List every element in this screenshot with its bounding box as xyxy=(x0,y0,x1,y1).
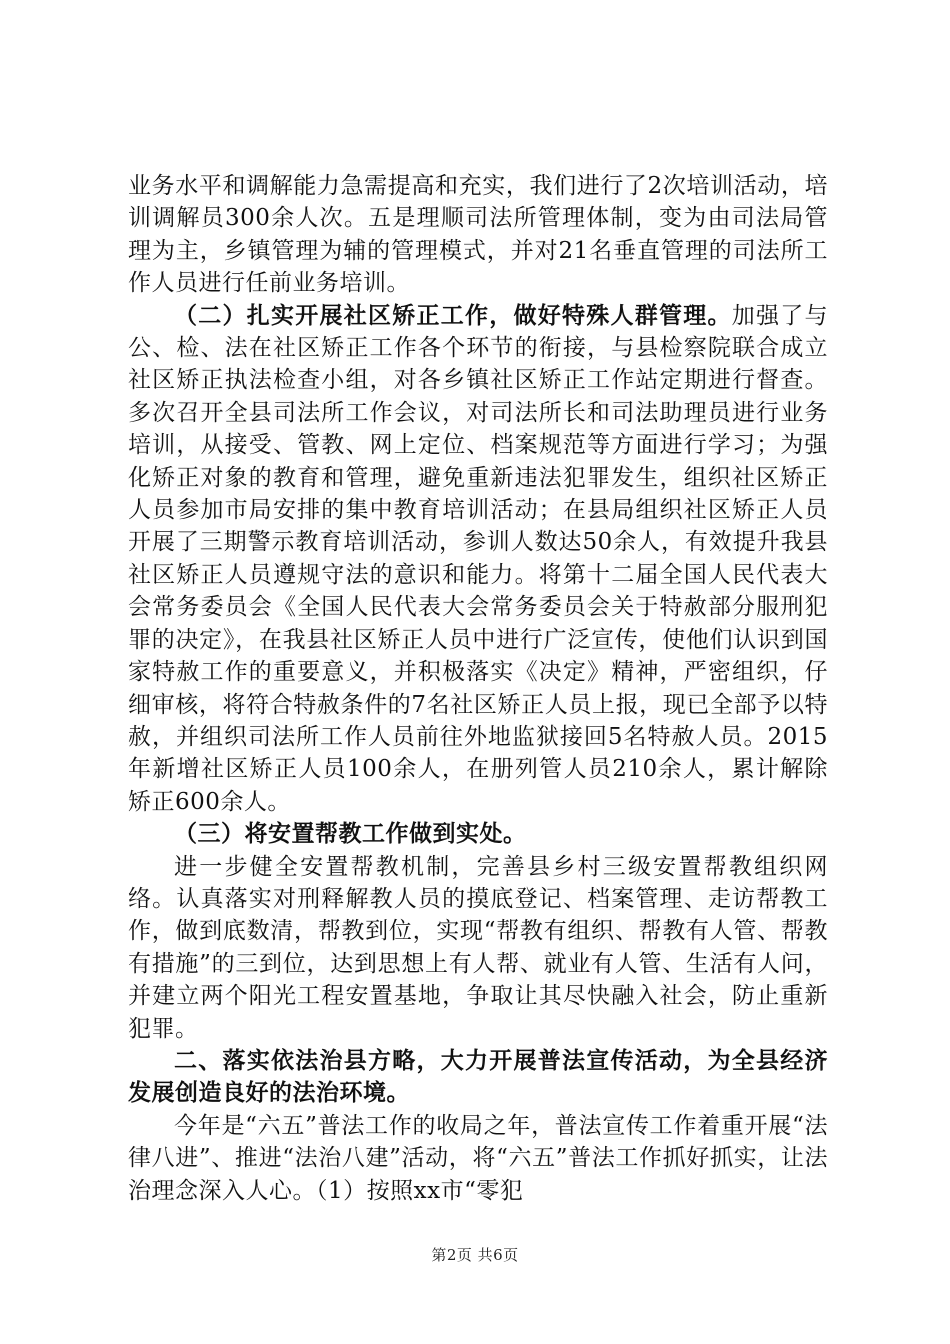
paragraph-community-correction xyxy=(128,300,828,819)
section-heading-community-correction: （二）扎实开展社区矫正工作，做好特殊人群管理。 xyxy=(174,301,732,329)
section-heading-legal-publicity xyxy=(128,1045,828,1110)
paragraph-resettlement xyxy=(128,851,828,1045)
section-heading-resettlement xyxy=(128,818,828,850)
paragraph-text: 今年是“六五”普法工作的收局之年，普法宣传工作着重开展“法律八进”、推进“法治八建”活动，将“六五”普法工作抓好抓实，让法治理念深入人心。（1）按照xx市“零犯 xyxy=(128,1112,828,1204)
document-body xyxy=(128,170,828,1207)
page-number-footer: 第2页 共6页 xyxy=(431,1246,519,1264)
paragraph-legal-publicity xyxy=(128,1110,828,1207)
paragraph-training-continued xyxy=(128,170,828,300)
paragraph-text: 加强了与公、检、法在社区矫正工作各个环节的衔接，与县检察院联合成立社区矫正执法检查小组，对各乡镇社区矫正工作站定期进行督查。多次召开全县司法所工作会议，对司法所长和司法助理员进行业务培训，从接受、管教、网上定位、档案规范等方面进行学习；为强化矫正对象的教育和管理，避免重新违法犯罪发生，组织社区矫正人员参加市局安排的集中教育培训活动；在县局组织社区矫正人员开展了三期警示教育培训活动，参训人数达50余人，有效提升我县社区矫正人员遵规守法的意识和能力。将第十二届全国人民代表大会常务委员会《全国人民代表大会常务委员会关于特赦部分服刑犯罪的决定》，在我县社区矫正人员中进行广泛宣传，使他们认识到国家特赦工作的重要意义，并积极落实《决定》精神，严密组织，仔细审核，将符合特赦条件的7名社区矫正人员上报，现已全部予以特赦，并组织司法所工作人员前往外地监狱接回5名特赦人员。2015年新增社区矫正人员100余人，在册列管人员210余人，累计解除矫正600余人。 xyxy=(128,302,828,815)
paragraph-text: 业务水平和调解能力急需提高和充实，我们进行了2次培训活动，培训调解员300余人次。五是理顺司法所管理体制，变为由司法局管理为主，乡镇管理为辅的管理模式，并对21名垂直管理的司法所工作人员进行任前业务培训。 xyxy=(128,173,828,297)
section-heading-text: （三）将安置帮教工作做到实处。 xyxy=(174,820,527,848)
paragraph-text: 进一步健全安置帮教机制，完善县乡村三级安置帮教组织网络。认真落实对刑释解教人员的摸底登记、档案管理、走访帮教工作，做到底数清，帮教到位，实现“帮教有组织、帮教有人管、帮教有措施”的三到位，达到思想上有人帮、就业有人管、生活有人问，并建立两个阳光工程安置基地，争取让其尽快融入社会，防止重新犯罪。 xyxy=(128,853,828,1042)
section-heading-text: 二、落实依法治县方略，大力开展普法宣传活动，为全县经济发展创造良好的法治环境。 xyxy=(128,1046,828,1107)
